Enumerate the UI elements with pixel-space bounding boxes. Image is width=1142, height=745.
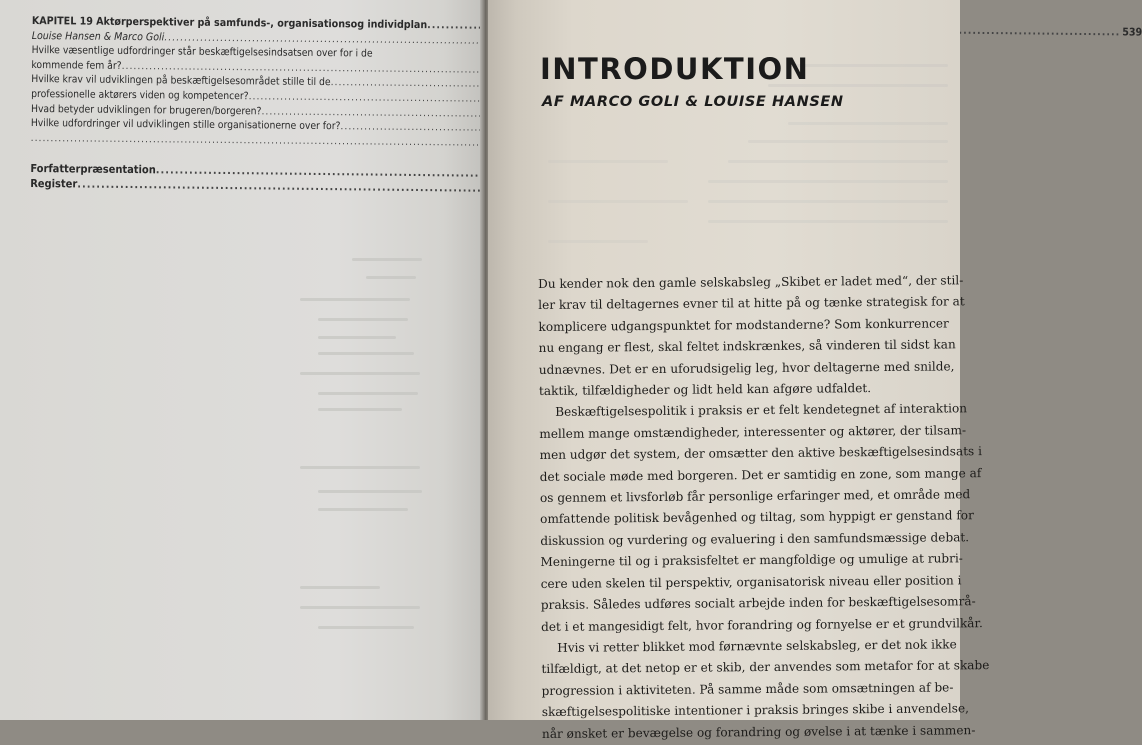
body-line: Du kender nok den gamle selskabsleg „Skibet er ladet med“, der stil- [538, 271, 922, 296]
show-through-line [548, 240, 648, 243]
show-through-line [708, 200, 948, 203]
body-line: ler krav til deltagernes evner til at hitte på og tænke strategisk for at [538, 292, 922, 317]
toc-entry-text: Hvilke udfordringer vil udviklingen stille organisationerne over for? [31, 116, 341, 134]
toc-chapter-title: KAPITEL 19 Aktørperspektiver på samfunds-, organisationsog individplan [32, 14, 427, 33]
body-line: komplicere udgangspunktet for modstanderne? Som konkurrencer [538, 313, 922, 338]
left-page [0, 0, 482, 720]
body-line: skæftigelsespolitiske intentioner i praksis bringes skibe i anvendelse, [542, 699, 926, 724]
show-through-line [318, 508, 408, 511]
show-through-line [318, 408, 402, 411]
show-through-line [728, 160, 948, 163]
show-through-line [366, 276, 416, 279]
toc-page-number: 539 [1120, 25, 1142, 40]
body-line: progression i aktiviteten. På samme måde som omsætningen af be- [542, 677, 926, 702]
body-line: når ønsket er bevægelse og forandring og øvelse i at tænke i sammen- [542, 720, 926, 745]
show-through-line [300, 466, 420, 469]
body-line: Meningerne til og i praksisfeltet er mangfoldige og umulige at rubri- [540, 549, 924, 574]
body-line: det i et mangesidigt felt, hvor forandring og fornyelse er et grundvilkår. [541, 613, 925, 638]
body-line: os gennem et livsforløb får personlige erfaringer med, et område med [540, 485, 924, 510]
toc-entry-text: Forfatterpræsentation [30, 161, 156, 177]
show-through-line [352, 258, 422, 261]
show-through-line [318, 626, 414, 629]
show-through-line [548, 160, 668, 163]
body-line: det sociale møde med borgeren. Det er samtidig en zone, som mange af [540, 463, 924, 488]
toc-back-matter-row [30, 176, 452, 195]
toc-entry-text: professionelle aktørers viden og kompetencer? [31, 87, 249, 104]
toc-entry-text: Hvad betyder udviklingen for brugeren/borgeren? [31, 102, 262, 119]
show-through-line [788, 64, 948, 67]
toc-entry-text: Hvilke krav vil udviklingen på beskæftigelsesområdet stille til de [31, 72, 330, 90]
toc-entry-text: kommende fem år? [31, 58, 121, 74]
body-line: Hvis vi retter blikket mod førnævnte selskabsleg, er det nok ikke [541, 635, 925, 660]
body-line: Beskæftigelsespolitik i praksis er et felt kendetegnet af interaktion [539, 399, 923, 424]
body-line: cere uden skelen til perspektiv, organisatorisk niveau eller position i [541, 570, 925, 595]
toc-entry-text: Register [30, 176, 77, 191]
show-through-line [318, 318, 408, 321]
show-through-line [548, 200, 688, 203]
show-through-line [748, 140, 948, 143]
show-through-line [318, 490, 422, 493]
table-of-contents [30, 14, 454, 196]
body-line: taktik, tilfældigheder og lidt held kan afgøre udfaldet. [539, 378, 923, 403]
show-through-line [318, 352, 414, 355]
show-through-line [708, 180, 948, 183]
body-line: praksis. Således udføres socialt arbejde inden for beskæftigelsesområ- [541, 592, 925, 617]
toc-entry-text: Hvilke væsentlige udfordringer står beskæftigelsesindsatsen over for i de [32, 43, 454, 62]
toc-entry [31, 43, 453, 77]
right-page [488, 0, 960, 720]
toc-entry-text: Louise Hansen & Marco Goli [32, 29, 165, 45]
show-through-line [318, 336, 396, 339]
body-line: udnævnes. Det er en uforudsigelig leg, hvor deltagerne med snilde, [539, 356, 923, 381]
byline: AF MARCO GOLI & LOUISE HANSEN [542, 94, 844, 110]
show-through-line [708, 220, 948, 223]
page-title: INTRODUKTION [540, 52, 809, 86]
show-through-line [300, 372, 420, 375]
body-line: mellem mange omstændigheder, interessenter og aktører, der tilsam- [539, 420, 923, 445]
body-line: diskussion og vurdering og evaluering i den samfundsmæssige debat. [540, 528, 924, 553]
body-text [538, 271, 926, 745]
body-line: men udgør det system, der omsætter den aktive beskæftigelsesindsats i [539, 442, 923, 467]
body-line: tilfældigt, at det netop er et skib, der anvendes som metafor for at skabe [541, 656, 925, 681]
show-through-line [300, 298, 410, 301]
body-line: nu engang er flest, skal feltet indskrænkes, så vinderen til sidst kan [539, 335, 923, 360]
toc-entry [31, 72, 453, 106]
show-through-line [788, 122, 948, 125]
show-through-line [318, 392, 418, 395]
body-line: omfattende politisk bevågenhed og tiltag, som hyppigt er genstand for [540, 506, 924, 531]
show-through-line [300, 606, 420, 609]
show-through-line [300, 586, 380, 589]
